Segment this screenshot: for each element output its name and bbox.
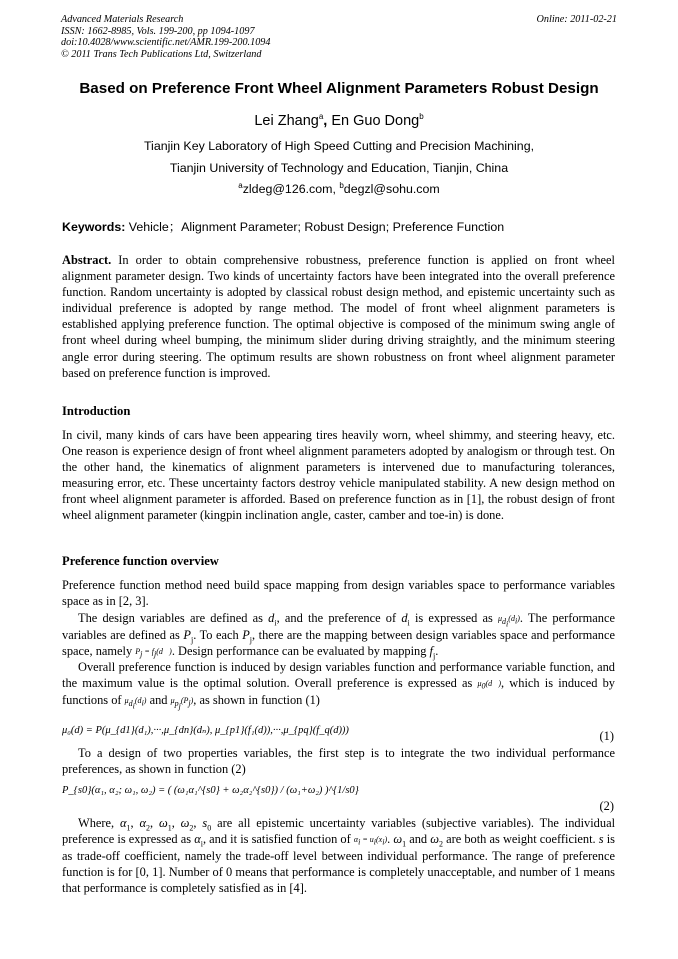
- email-b[interactable]: degzl@sohu.com: [343, 182, 440, 196]
- keywords-text: Vehicle；Alignment Parameter; Robust Design; Preference Function: [125, 220, 505, 234]
- pref-heading: Preference function overview: [62, 554, 219, 568]
- abstract: [62, 252, 615, 381]
- journal-header: [61, 14, 617, 60]
- p2-text: is expressed as: [409, 611, 499, 625]
- author-1-sup: a: [318, 112, 324, 122]
- copyright-line: © 2011 Trans Tech Publications Ltd, Switzerland: [61, 48, 262, 60]
- journal-name: Advanced Materials Research: [61, 14, 184, 25]
- equation-2: P_{s0}(α₁, α₂; ω₁, ω₂) = ( (ω₁α₁^{s0} + ω₂α₂^{s0}) / (ω₁+ω₂) )^{1/s0}: [62, 785, 359, 796]
- pref-paragraph-4: To a design of two properties variables, the first step is to integrate the two individual performance preferences, as shown in function (2): [62, 746, 615, 777]
- equation-1-number: (1): [599, 729, 614, 743]
- p3-text: Overall preference function is induced by design variables function and performance variable function, and the maximum value is the optimal solution. Overall preference is expressed as: [62, 660, 615, 691]
- p3-text: , which is induced by functions of: [62, 676, 615, 708]
- formula-mu0: $\mu_0(d⃗)$: [477, 679, 502, 691]
- p2-text: . Design performance can be evaluated by mapping: [171, 644, 430, 659]
- p2-text: , there are the mapping between design variables space and performance space, namely: [62, 628, 616, 659]
- online-date: Online: 2011-02-21: [536, 14, 617, 25]
- email-line: [0, 182, 678, 196]
- formula-alpha: $\alpha_i = u_i(x_i)$: [353, 835, 388, 847]
- pref-paragraph-3: [62, 659, 615, 710]
- p5-text: is as trade-off coefficient, namely the trade-off level between individual performance. The range of preference function is for [0, 1]. Number of 0 means that performance is completely unacceptable, and number of 1 means that performance is completely satisfied as in [4].: [62, 832, 615, 896]
- pref-paragraph-5: Where, $\alpha_1$, $\alpha_2$, $\omega_1$, $\omega_2$, $s_0$ are all epistemic uncertainty variables (subjective variables). The individual preference is expressed as $\alpha_i$, and it is satisfied function of $\alpha_i = u_i(x_i)$. $\omega_1$ and $\omega_2$ are both as weight coefficient. s is as trade-off coefficient, namely the trade-off level between individual performance. The range of preference function is for [0, 1]. Number of 0 means that performance is completely unacceptable, and number of 1 means that performance is completely satisfied as in [4].: [62, 816, 616, 896]
- pref-paragraph-1: Preference function method need build space mapping from design variables space to performance variables space as in [2, 3].: [62, 578, 615, 609]
- author-2: En Guo Dong: [331, 113, 420, 129]
- email-b-sup: b: [339, 180, 344, 190]
- p3-text: , as shown in function (1): [193, 693, 320, 708]
- p5-text: are all epistemic uncertainty variables (subjective variables). The individual preference is expressed as: [62, 816, 616, 847]
- email-a[interactable]: zldeg@126.com,: [242, 182, 340, 196]
- keywords-label: Keywords:: [62, 220, 126, 234]
- formula-mu-d: $\mu_{d_i}(d_i)$: [124, 696, 147, 711]
- p2-text: .: [435, 644, 439, 659]
- equation-1: μ₀(d) = P(μ_{d1}(d₁),···,μ_{dn}(dₙ), μ_{p1}(f₁(d)),···,μ_{pq}(f_q(d))): [62, 725, 349, 736]
- author-1: Lei Zhang: [254, 113, 319, 129]
- formula-mu-di: $\mu_{d_i}(d_i)$: [498, 614, 520, 629]
- p2-text: The design variables are defined as: [78, 611, 269, 625]
- pref-paragraph-2: The design variables are defined as $d_i$, and the preference of $d_i$ is expressed as $\mu_{d_i}(d_i)$. The performance variables are defined as $P_j$. To each $P_j$, there are the mapping between design variables space and performance space, namely $P_j$ = $f_j(d⃗)$. Design performance can be evaluated by mapping $f_j$.: [62, 611, 616, 661]
- abstract-label: Abstract.: [62, 253, 112, 267]
- doi-line: doi:10.4028/www.scientific.net/AMR.199-200.1094: [61, 37, 271, 49]
- p5-text: and: [406, 832, 431, 847]
- p5-text: , and it is satisfied function of: [202, 832, 354, 847]
- p5-text: .: [387, 832, 394, 847]
- p2-text: , and the preference of: [276, 611, 402, 625]
- paper-title: Based on Preference Front Wheel Alignment Parameters Robust Design: [79, 80, 599, 97]
- issn-line: ISSN: 1662-8985, Vols. 199-200, pp 1094-1097: [61, 25, 255, 37]
- keywords: [62, 217, 504, 235]
- affiliation-line-1: Tianjin Key Laboratory of High Speed Cutting and Precision Machining,: [143, 139, 535, 153]
- formula-pj: $P_j$ = $f_j(d⃗)$: [135, 647, 172, 659]
- p2-text: . The performance variables are defined as: [62, 611, 616, 643]
- affiliation-line-2: Tianjin University of Technology and Education, Tianjin, China: [169, 161, 509, 175]
- formula-mu-p: $\mu_{p_j}(P_j)$: [170, 696, 194, 711]
- intro-paragraph: In civil, many kinds of cars have been appearing tires heavily worn, wheel shimmy, and steering heavy, etc. One reason is experience design of front wheel alignment parameters adopted by analogism or through test. On the other hand, the kinematics of alignment parameters is intervened due to manufacturing tolerances, measuring error, etc. These uncertainty factors destroy vehicle manipulated stability. A new design method on front wheel alignment parameter is afforded. Based on preference function as in [1], the robust design of front wheel alignment parameter (kingpin inclination angle, caster, camber and toe-in) is done.: [62, 428, 615, 523]
- p5-text: are both as weight coefficient.: [442, 832, 599, 847]
- abstract-text: In order to obtain comprehensive robustness, preference function is applied on front wheel alignment parameter design. Two kinds of uncertainty factors have been integrated into the overall preference function. Random uncertainty is adopted by classical robust design method, and epistemic uncertainty such as individual preference is adopted by range method. The model of front wheel alignment parameters is established applying preference function. The optimal objective is composed of the minimum swing angle of front wheel during wheel bumping, the minimum slider during driving straightly, and the minimum steering angle error during steering. The optimum results are shown robustness on front wheel alignment parameter based on preference function is improved.: [62, 253, 615, 380]
- p5-text: Where,: [78, 816, 120, 830]
- email-a-sup: a: [238, 180, 243, 190]
- intro-heading: Introduction: [62, 404, 131, 418]
- p2-text: . To each: [193, 628, 243, 643]
- p3-text: and: [146, 693, 171, 708]
- equation-2-number: (2): [599, 799, 614, 813]
- author-2-sup: b: [419, 112, 424, 122]
- author-separator: ,: [323, 113, 332, 129]
- author-line: [0, 113, 678, 129]
